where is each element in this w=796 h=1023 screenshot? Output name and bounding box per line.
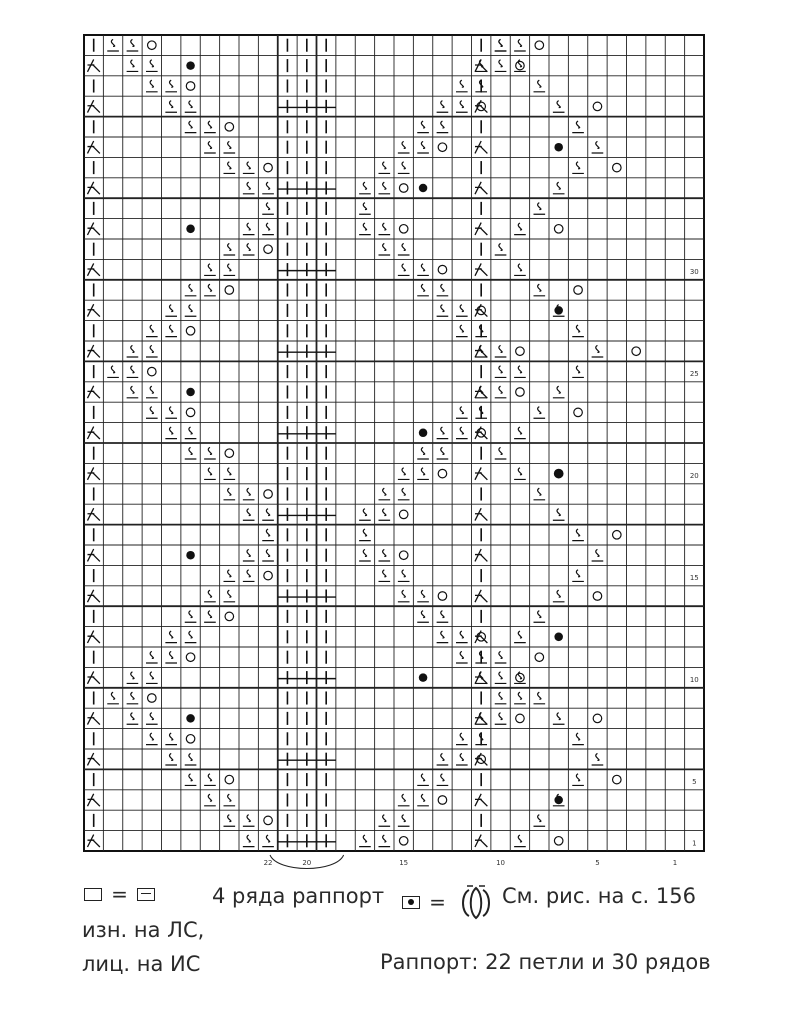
row-number-label: 20 bbox=[689, 472, 699, 481]
bobble-symbol-icon bbox=[402, 896, 420, 909]
equals-sign: = bbox=[111, 882, 128, 906]
bobble-mark bbox=[419, 673, 428, 682]
row-number-label: 25 bbox=[689, 370, 699, 379]
column-number-label: 20 bbox=[302, 859, 312, 867]
bobble-mark bbox=[554, 143, 563, 152]
column-number-label: 22 bbox=[263, 859, 273, 867]
bobble-mark bbox=[554, 633, 563, 642]
see-figure-note: См. рис. на с. 156 bbox=[502, 884, 696, 908]
bobble-mark bbox=[186, 61, 195, 70]
row-number-label: 5 bbox=[692, 778, 697, 787]
row-number-label: 30 bbox=[689, 268, 699, 277]
bobble-mark bbox=[186, 225, 195, 234]
row-number-label: 15 bbox=[689, 574, 699, 583]
repeat-note: 4 ряда раппорт bbox=[212, 884, 385, 908]
row-number-label: 1 bbox=[692, 839, 697, 848]
legend-row-1 bbox=[84, 882, 155, 906]
knitting-chart bbox=[82, 33, 726, 871]
column-number-label: 1 bbox=[672, 859, 678, 867]
column-number-label: 5 bbox=[595, 859, 600, 867]
bobble-mark bbox=[419, 429, 428, 438]
stitch-explanation-line2: лиц. на ИС bbox=[82, 952, 201, 976]
rapport-note: Раппорт: 22 петли и 30 рядов bbox=[380, 950, 711, 974]
bobble-mark bbox=[186, 714, 195, 723]
row-number-label: 10 bbox=[689, 676, 699, 685]
bobble-mark bbox=[419, 184, 428, 193]
chart-grid bbox=[82, 33, 726, 871]
bobble-mark bbox=[186, 551, 195, 560]
purl-symbol-icon bbox=[137, 888, 155, 901]
knit-symbol-icon bbox=[84, 888, 102, 901]
bobble-mark bbox=[186, 388, 195, 397]
bobble-mark bbox=[554, 796, 563, 805]
bobble-loops-icon bbox=[455, 884, 497, 920]
column-number-label: 15 bbox=[399, 859, 409, 867]
stitch-explanation-line1: изн. на ЛС, bbox=[82, 918, 205, 942]
column-number-label: 10 bbox=[496, 859, 506, 867]
equals-sign-2: = bbox=[429, 890, 446, 914]
bobble-legend bbox=[402, 884, 497, 920]
bobble-mark bbox=[554, 306, 563, 315]
